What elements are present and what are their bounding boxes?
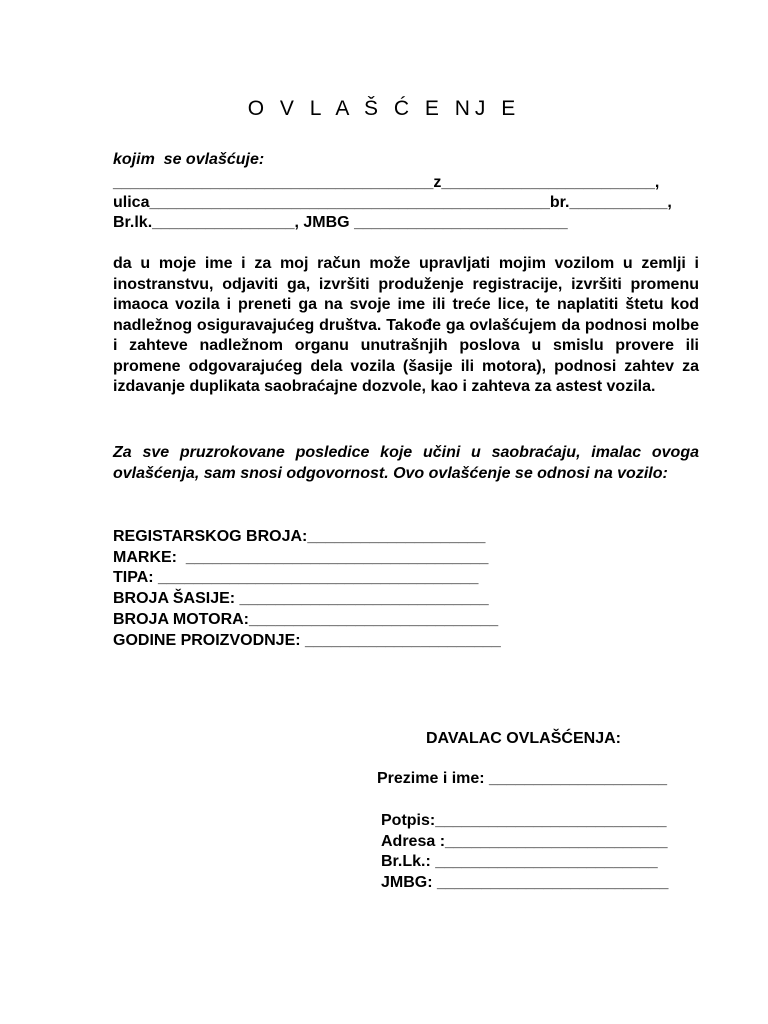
intro-line-name-place: ____________________________________z________________________,	[113, 174, 660, 191]
vehicle-field-registration: REGISTARSKOG BROJA:____________________	[113, 528, 486, 545]
signature-field-signature: Potpis:__________________________	[381, 812, 667, 829]
intro-line-street: ulica_____________________________________________br.___________,	[113, 194, 672, 211]
vehicle-field-engine: BROJA MOTORA:____________________________	[113, 610, 499, 628]
vehicle-fields	[113, 527, 501, 651]
intro-line-id: Br.lk.________________, JMBG ________________________	[113, 214, 568, 231]
responsibility-text: Za sve pruzrokovane posledice koje učini u saobraćaju, imalac ovoga ovlašćenja, sam snosi odgovornost. Ovo ovlašćenje se odnosi na vozilo:	[113, 444, 699, 482]
signature-field-jmbg: JMBG: __________________________	[381, 874, 669, 892]
document-title: O V L A Š Ć E NJ E	[247, 97, 521, 120]
authorization-text: da u moje ime i za moj račun može upravljati mojim vozilom u zemlji i inostranstvu, odjaviti ga, izvršiti produženje registracije, izvršiti promenu imaoca vozila i preneti ga na svoje ime ili treće lice, te naplatiti štetu kod nadležnog osiguravajućeg društva. Takođe ga ovlašćujem da podnosi molbe i zahteve nadležnom organu unutrašnjih poslova u smislu provere ili promene odgovarajućeg dela vozila (šasije ili motora), podnosi zahtev za izdavanje duplikata saobraćajne dozvole, kao i zahteva za astest vozila.	[113, 255, 699, 395]
signature-field-id: Br.Lk.: _________________________	[381, 853, 658, 871]
intro-label: kojim se ovlašćuje:	[113, 151, 265, 168]
vehicle-field-type: TIPA: ____________________________________	[113, 569, 479, 587]
signature-heading: DAVALAC OVLAŠĆENJA:	[426, 730, 621, 747]
signature-fields	[381, 811, 668, 894]
responsibility-paragraph	[113, 443, 699, 484]
vehicle-field-chassis: BROJA ŠASIJE: ____________________________	[113, 590, 489, 608]
signature-field-address: Adresa :_________________________	[381, 832, 668, 850]
vehicle-field-make: MARKE: __________________________________	[113, 548, 489, 566]
vehicle-field-year: GODINE PROIZVODNJE: ______________________	[113, 631, 501, 649]
signature-name-line: Prezime i ime: ____________________	[377, 770, 668, 787]
authorization-paragraph	[113, 254, 699, 398]
